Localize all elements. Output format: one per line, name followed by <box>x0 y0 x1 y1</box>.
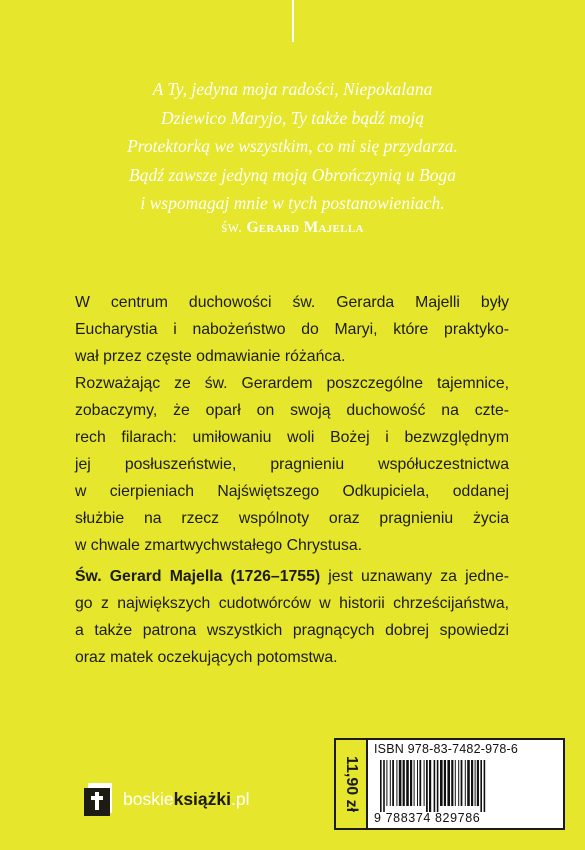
barcode-bar <box>451 760 453 806</box>
bio-line: a także patrona wszystkich pragnących dobrej spowiedzi <box>75 622 509 639</box>
barcode-bar <box>399 760 402 806</box>
barcode-bar <box>467 760 470 806</box>
barcode-bar <box>475 760 476 806</box>
quote-block <box>60 75 525 218</box>
quote-author <box>60 219 525 237</box>
quote-line: Dziewico Maryjo, Ty także bądź moją <box>160 107 425 128</box>
logo-part-2: książki <box>173 788 231 809</box>
barcode-bar <box>410 760 412 806</box>
barcode-bar <box>383 760 385 812</box>
price-label: 11,90 zł <box>343 755 360 813</box>
barcode-bar <box>403 760 405 806</box>
description-line: W centrum duchowości św. Gerarda Majelli były <box>75 294 509 311</box>
barcode-bar <box>386 760 387 806</box>
barcode-bar <box>471 760 473 806</box>
barcode-bar <box>406 760 409 806</box>
barcode-bar <box>458 760 459 806</box>
barcode-bar <box>419 760 421 806</box>
bio-first-line <box>75 563 509 590</box>
barcode-bar <box>429 760 431 812</box>
logo-part-1: boskie <box>123 788 174 809</box>
bio-lead-rest: jest uznawany za jedne- <box>320 568 509 585</box>
barcode-bar <box>434 760 436 812</box>
bio-lead: Św. Gerard Majella (1726–1755) <box>75 568 321 585</box>
barcode-bar <box>437 760 439 812</box>
barcode-bars <box>374 760 560 812</box>
logo-part-3: .pl <box>231 788 250 809</box>
description-line: służbie na rzecz wspólnoty oraz pragnieniu życia <box>75 510 509 527</box>
barcode-box <box>334 738 565 830</box>
barcode-bar <box>380 760 382 812</box>
barcode-bar <box>484 760 486 812</box>
barcode-bar <box>440 760 443 806</box>
quote-line: A Ty, jedyna moja radości, Niepokalana <box>152 79 433 99</box>
price-column <box>336 740 368 828</box>
barcode-number: 9 788374 829786 <box>374 811 481 825</box>
barcode-bar <box>461 760 463 806</box>
bio-block <box>75 563 509 671</box>
description-line: w chwale zmartwychwstałego Chrystusa. <box>75 537 363 554</box>
barcode-bar <box>417 760 418 806</box>
top-divider <box>292 0 294 42</box>
author-name: Gerard Majella <box>246 219 364 236</box>
barcode-bar <box>414 760 415 806</box>
quote-line: Bądź zawsze jedyną moją Obrończynią u Boga <box>129 164 456 185</box>
barcode-bar <box>465 760 466 806</box>
description-line: rech filarach: umiłowaniu woli Bożej i bezwzględnym <box>75 429 509 446</box>
barcode-bar <box>396 760 397 806</box>
description-line: wał przez częste odmawianie różańca. <box>75 348 346 365</box>
barcode-bar <box>390 760 391 806</box>
barcode-bar <box>455 760 456 806</box>
description-line: w cierpieniach Najświętszego Odkupiciela, oddanej <box>75 483 509 500</box>
description-line: zobaczymy, że oparł on swoją duchowość na czte- <box>75 402 509 419</box>
publisher-name <box>123 789 249 810</box>
description-block <box>75 289 509 559</box>
description-line: jej posłuszeństwie, pragnieniu współuczestnictwa <box>75 456 509 473</box>
quote-line: i wspomagaj mnie w tych postanowieniach. <box>140 193 445 214</box>
barcode-bar <box>477 760 479 806</box>
barcode-bar <box>480 760 482 812</box>
book-cross-icon <box>82 780 120 818</box>
description-line: Eucharystia i nabożeństwo do Maryi, które praktyko- <box>75 321 509 338</box>
bio-line: go z największych cudotwórców w historii chrześcijaństwa, <box>75 595 509 612</box>
barcode-bar <box>444 760 446 806</box>
bio-line: oraz matek oczekujących potomstwa. <box>75 649 338 666</box>
barcode-bar <box>424 760 425 806</box>
publisher-logo <box>82 779 249 819</box>
barcode-bar <box>392 760 394 806</box>
isbn-label: ISBN 978-83-7482-978-6 <box>374 742 519 756</box>
barcode-bar <box>426 760 428 812</box>
quote-line: Protektorką we wszystkim, co mi się przydarza. <box>127 136 458 157</box>
author-prefix: św. <box>221 219 243 236</box>
description-line: Rozważając ze św. Gerardem poszczególne tajemnice, <box>75 375 509 392</box>
barcode-bar <box>447 760 450 806</box>
